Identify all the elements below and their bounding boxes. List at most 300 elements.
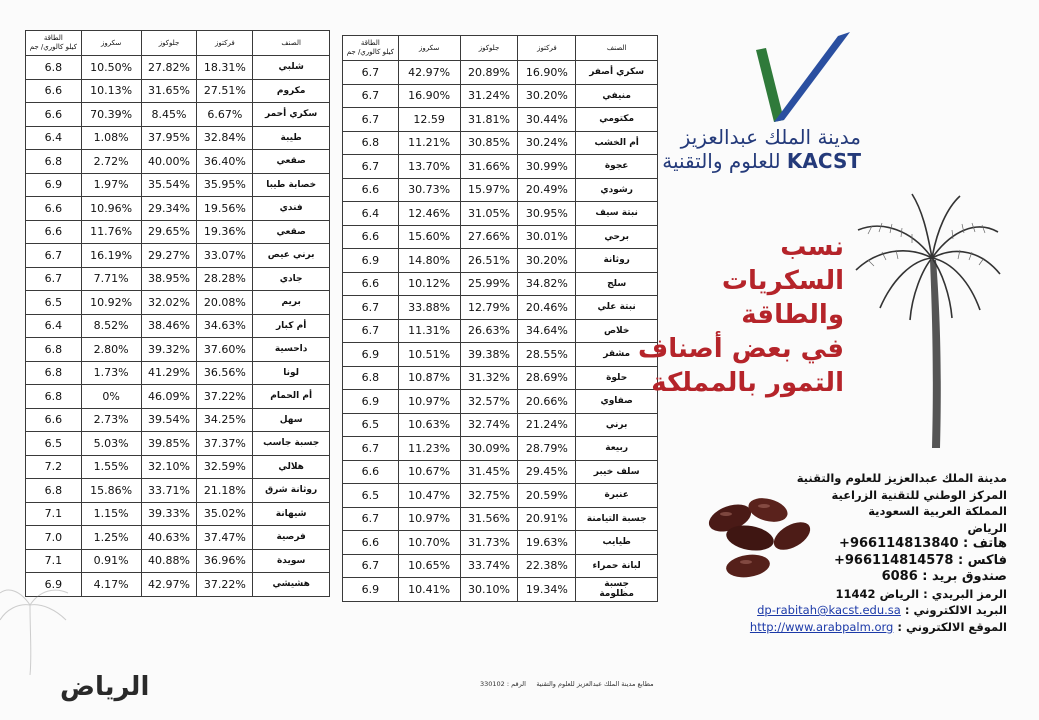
table-row xyxy=(343,61,658,85)
variety-cell: سويدة xyxy=(253,549,330,573)
table-row xyxy=(343,531,658,555)
palm-tree-icon xyxy=(852,190,1002,450)
website-link[interactable]: http://www.arabpalm.org xyxy=(749,619,894,634)
fructose-cell: 30.24% xyxy=(518,131,576,155)
sucrose-cell: 11.31% xyxy=(398,319,460,343)
energy-cell: 7.2 xyxy=(26,455,82,479)
energy-cell: 6.7 xyxy=(343,554,399,578)
sucrose-cell: 10.51% xyxy=(398,343,460,367)
table-row xyxy=(26,385,330,409)
contact-email-row xyxy=(687,602,1007,619)
variety-cell: برني عيص xyxy=(253,244,330,268)
variety-cell: داحسية xyxy=(253,338,330,362)
table-row xyxy=(26,291,330,315)
title-line3: والطاقة xyxy=(741,300,844,330)
org-name-line1: مدينة الملك عبدالعزيز xyxy=(680,125,861,149)
glucose-cell: 30.10% xyxy=(460,578,518,602)
fructose-cell: 30.20% xyxy=(518,84,576,108)
postal-label: الرمز البريدي : الرياض xyxy=(879,586,1007,601)
energy-cell: 6.8 xyxy=(26,385,82,409)
fructose-cell: 32.59% xyxy=(197,455,253,479)
variety-cell: مكتومي xyxy=(576,108,658,132)
sucrose-cell: 10.87% xyxy=(398,366,460,390)
glucose-cell: 31.56% xyxy=(460,507,518,531)
fructose-cell: 18.31% xyxy=(197,56,253,80)
sucrose-cell: 15.60% xyxy=(398,225,460,249)
fructose-cell: 27.51% xyxy=(197,79,253,103)
fructose-cell: 34.63% xyxy=(197,314,253,338)
sucrose-cell: 15.86% xyxy=(81,479,141,503)
fructose-cell: 34.82% xyxy=(518,272,576,296)
table-row xyxy=(343,578,658,602)
glucose-cell: 31.66% xyxy=(460,155,518,179)
table-row xyxy=(26,126,330,150)
glucose-cell: 32.10% xyxy=(141,455,197,479)
glucose-cell: 33.74% xyxy=(460,554,518,578)
energy-cell: 6.4 xyxy=(343,202,399,226)
sucrose-cell: 11.76% xyxy=(81,220,141,244)
fructose-cell: 21.18% xyxy=(197,479,253,503)
glucose-cell: 39.33% xyxy=(141,502,197,526)
org-acronym: KACST xyxy=(786,149,861,173)
table-row xyxy=(26,103,330,127)
table-row xyxy=(343,296,658,320)
variety-cell: خصابة طيبا xyxy=(253,173,330,197)
glucose-cell: 30.85% xyxy=(460,131,518,155)
variety-header: الصنف xyxy=(253,31,330,56)
org-name xyxy=(662,125,861,173)
table-row xyxy=(26,244,330,268)
energy-cell: 6.9 xyxy=(343,578,399,602)
variety-cell: عنبرة xyxy=(576,484,658,508)
energy-cell: 6.8 xyxy=(343,131,399,155)
energy-cell: 6.5 xyxy=(343,484,399,508)
energy-cell: 6.6 xyxy=(343,272,399,296)
variety-cell: صفاوي xyxy=(576,390,658,414)
glucose-cell: 39.85% xyxy=(141,432,197,456)
energy-cell: 6.9 xyxy=(343,390,399,414)
variety-cell: صقعي xyxy=(253,220,330,244)
variety-cell: برني xyxy=(576,413,658,437)
variety-cell: هلالي xyxy=(253,455,330,479)
fructose-cell: 32.84% xyxy=(197,126,253,150)
table-row xyxy=(343,460,658,484)
energy-cell: 6.6 xyxy=(343,460,399,484)
glucose-cell: 31.65% xyxy=(141,79,197,103)
sucrose-cell: 2.80% xyxy=(81,338,141,362)
variety-cell: روثانة xyxy=(576,249,658,273)
print-number-label: الرقم : xyxy=(506,680,526,688)
variety-cell: أم الخشب xyxy=(576,131,658,155)
fructose-cell: 20.46% xyxy=(518,296,576,320)
phone-value: +966114813840 xyxy=(839,536,959,551)
printer-name: مطابع مدينة الملك عبدالعزيز للعلوم والتقنية xyxy=(536,680,654,688)
variety-cell: أم الحمام xyxy=(253,385,330,409)
sucrose-cell: 1.73% xyxy=(81,361,141,385)
glucose-cell: 37.95% xyxy=(141,126,197,150)
phone-label: هاتف : xyxy=(963,536,1007,551)
variety-cell: شيهانة xyxy=(253,502,330,526)
fructose-cell: 20.08% xyxy=(197,291,253,315)
table-header-row xyxy=(343,36,658,61)
sucrose-cell: 10.97% xyxy=(398,507,460,531)
table-row xyxy=(26,314,330,338)
variety-cell: جسبة مظلومة xyxy=(576,578,658,602)
table-row xyxy=(343,319,658,343)
table-row xyxy=(26,220,330,244)
variety-cell: خلاص xyxy=(576,319,658,343)
fructose-cell: 33.07% xyxy=(197,244,253,268)
printer-footer xyxy=(480,680,654,688)
fructose-header: فركتوز xyxy=(518,36,576,61)
fructose-cell: 19.36% xyxy=(197,220,253,244)
glucose-cell: 40.88% xyxy=(141,549,197,573)
sucrose-cell: 1.55% xyxy=(81,455,141,479)
table-row xyxy=(26,549,330,573)
glucose-cell: 31.45% xyxy=(460,460,518,484)
contact-country: المملكة العربية السعودية xyxy=(868,504,1007,518)
fructose-cell: 19.56% xyxy=(197,197,253,221)
contact-fax-row xyxy=(687,553,1007,570)
kacst-logo-icon xyxy=(752,30,852,126)
sucrose-cell: 1.97% xyxy=(81,173,141,197)
fructose-cell: 22.38% xyxy=(518,554,576,578)
fructose-cell: 28.28% xyxy=(197,267,253,291)
energy-header: الطاقة كيلو كالوري/ جم xyxy=(26,31,82,56)
energy-cell: 6.8 xyxy=(26,56,82,80)
sucrose-cell: 11.21% xyxy=(398,131,460,155)
glucose-cell: 32.02% xyxy=(141,291,197,315)
title-line4: في بعض أصناف xyxy=(638,334,844,364)
contact-city: الرياض xyxy=(967,520,1007,535)
variety-cell: هشيشي xyxy=(253,573,330,597)
table-row xyxy=(26,56,330,80)
contact-phone-row xyxy=(687,536,1007,553)
contact-block xyxy=(687,470,1007,635)
energy-cell: 6.6 xyxy=(26,197,82,221)
table-row xyxy=(343,225,658,249)
variety-cell: صقعي xyxy=(253,150,330,174)
sucrose-cell: 2.72% xyxy=(81,150,141,174)
sucrose-cell: 10.47% xyxy=(398,484,460,508)
table-row xyxy=(26,361,330,385)
energy-cell: 6.8 xyxy=(343,366,399,390)
fructose-cell: 30.99% xyxy=(518,155,576,179)
title-line2: السكريات xyxy=(721,266,844,296)
glucose-cell: 46.09% xyxy=(141,385,197,409)
variety-cell: فرصية xyxy=(253,526,330,550)
variety-cell: أم كبار xyxy=(253,314,330,338)
variety-cell: منيفي xyxy=(576,84,658,108)
energy-cell: 6.9 xyxy=(26,573,82,597)
table-row xyxy=(343,390,658,414)
faint-palm-watermark-icon xyxy=(0,575,70,675)
sucrose-cell: 1.15% xyxy=(81,502,141,526)
sucrose-cell: 70.39% xyxy=(81,103,141,127)
table-row xyxy=(26,455,330,479)
sucrose-cell: 0% xyxy=(81,385,141,409)
sucrose-cell: 10.50% xyxy=(81,56,141,80)
glucose-cell: 42.97% xyxy=(141,573,197,597)
variety-cell: جادي xyxy=(253,267,330,291)
fructose-cell: 30.44% xyxy=(518,108,576,132)
energy-cell: 6.4 xyxy=(26,314,82,338)
glucose-cell: 32.75% xyxy=(460,484,518,508)
energy-cell: 6.7 xyxy=(343,319,399,343)
fructose-cell: 28.79% xyxy=(518,437,576,461)
glucose-cell: 31.05% xyxy=(460,202,518,226)
glucose-header: جلوكوز xyxy=(141,31,197,56)
table-row xyxy=(26,150,330,174)
glucose-cell: 31.24% xyxy=(460,84,518,108)
table-row xyxy=(343,366,658,390)
variety-cell: سكري أصفر xyxy=(576,61,658,85)
energy-cell: 7.1 xyxy=(26,549,82,573)
glucose-cell: 29.34% xyxy=(141,197,197,221)
glucose-header: جلوكوز xyxy=(460,36,518,61)
fructose-cell: 36.40% xyxy=(197,150,253,174)
sucrose-cell: 10.67% xyxy=(398,460,460,484)
table-row xyxy=(343,178,658,202)
fructose-cell: 28.55% xyxy=(518,343,576,367)
fructose-cell: 34.64% xyxy=(518,319,576,343)
fructose-cell: 30.95% xyxy=(518,202,576,226)
sucrose-cell: 14.80% xyxy=(398,249,460,273)
energy-cell: 6.8 xyxy=(26,150,82,174)
variety-cell: مكروم xyxy=(253,79,330,103)
glucose-cell: 39.32% xyxy=(141,338,197,362)
sucrose-cell: 10.97% xyxy=(398,390,460,414)
energy-cell: 6.5 xyxy=(343,413,399,437)
sucrose-cell: 10.65% xyxy=(398,554,460,578)
sucrose-cell: 12.46% xyxy=(398,202,460,226)
table-row xyxy=(343,131,658,155)
contact-pobox-row xyxy=(687,569,1007,586)
website-label: الموقع الالكتروني : xyxy=(897,619,1007,634)
sucrose-cell: 8.52% xyxy=(81,314,141,338)
org-name-line2-text: للعلوم والتقنية xyxy=(662,149,781,173)
glucose-cell: 30.09% xyxy=(460,437,518,461)
glucose-cell: 40.63% xyxy=(141,526,197,550)
fructose-cell: 37.22% xyxy=(197,385,253,409)
table-row xyxy=(26,479,330,503)
newspaper-watermark: الرياض xyxy=(60,672,150,702)
variety-cell: رشودي xyxy=(576,178,658,202)
glucose-cell: 33.71% xyxy=(141,479,197,503)
sucrose-cell: 2.73% xyxy=(81,408,141,432)
fax-value: +966114814578 xyxy=(833,552,954,568)
variety-cell: عجوة xyxy=(576,155,658,179)
table-row xyxy=(26,408,330,432)
sucrose-cell: 10.41% xyxy=(398,578,460,602)
table-row xyxy=(26,432,330,456)
variety-cell: ربيعة xyxy=(576,437,658,461)
energy-cell: 7.1 xyxy=(26,502,82,526)
table-row xyxy=(26,573,330,597)
energy-cell: 6.8 xyxy=(26,361,82,385)
variety-cell: سلج xyxy=(576,272,658,296)
energy-cell: 6.9 xyxy=(26,173,82,197)
sucrose-cell: 0.91% xyxy=(81,549,141,573)
fax-label: فاكس : xyxy=(957,552,1007,568)
energy-cell: 6.7 xyxy=(343,437,399,461)
energy-cell: 6.7 xyxy=(26,244,82,268)
glucose-cell: 38.95% xyxy=(141,267,197,291)
glucose-cell: 41.29% xyxy=(141,361,197,385)
sucrose-cell: 42.97% xyxy=(398,61,460,85)
table-row xyxy=(343,155,658,179)
glucose-cell: 27.66% xyxy=(460,225,518,249)
fructose-cell: 20.49% xyxy=(518,178,576,202)
variety-cell: جسبة جاسب xyxy=(253,432,330,456)
energy-cell: 6.7 xyxy=(26,267,82,291)
table-row xyxy=(26,173,330,197)
title-line5: التمور بالمملكة xyxy=(651,368,844,398)
sucrose-cell: 10.96% xyxy=(81,197,141,221)
postal-value: 11442 xyxy=(835,586,876,601)
table-row xyxy=(343,507,658,531)
glucose-cell: 26.51% xyxy=(460,249,518,273)
energy-cell: 6.6 xyxy=(26,103,82,127)
fructose-cell: 37.47% xyxy=(197,526,253,550)
sucrose-cell: 33.88% xyxy=(398,296,460,320)
sucrose-cell: 16.90% xyxy=(398,84,460,108)
fructose-cell: 16.90% xyxy=(518,61,576,85)
sucrose-cell: 11.23% xyxy=(398,437,460,461)
fructose-cell: 35.95% xyxy=(197,173,253,197)
variety-cell: برحي xyxy=(576,225,658,249)
table-row xyxy=(343,272,658,296)
dates-table-left xyxy=(25,30,330,597)
table-row xyxy=(343,484,658,508)
energy-cell: 6.6 xyxy=(343,531,399,555)
sucrose-header: سكروز xyxy=(398,36,460,61)
variety-cell: نبتة علي xyxy=(576,296,658,320)
glucose-cell: 31.32% xyxy=(460,366,518,390)
variety-cell: لبانة حمراء xyxy=(576,554,658,578)
variety-cell: حلوة xyxy=(576,366,658,390)
energy-cell: 7.0 xyxy=(26,526,82,550)
fructose-cell: 30.20% xyxy=(518,249,576,273)
fructose-cell: 34.25% xyxy=(197,408,253,432)
fructose-cell: 20.59% xyxy=(518,484,576,508)
org-name-line2 xyxy=(662,149,861,173)
fructose-cell: 36.96% xyxy=(197,549,253,573)
variety-cell: طيايب xyxy=(576,531,658,555)
glucose-cell: 20.89% xyxy=(460,61,518,85)
sucrose-cell: 10.63% xyxy=(398,413,460,437)
energy-cell: 6.7 xyxy=(343,61,399,85)
pobox-value: 6086 xyxy=(881,569,918,584)
fructose-cell: 29.45% xyxy=(518,460,576,484)
sucrose-cell: 4.17% xyxy=(81,573,141,597)
sucrose-cell: 5.03% xyxy=(81,432,141,456)
energy-cell: 6.6 xyxy=(26,220,82,244)
energy-cell: 6.7 xyxy=(343,155,399,179)
leaflet-title xyxy=(624,230,844,400)
variety-cell: مشقر xyxy=(576,343,658,367)
energy-cell: 6.4 xyxy=(26,126,82,150)
email-link[interactable]: dp-rabitah@kacst.edu.sa xyxy=(757,603,901,617)
energy-cell: 6.6 xyxy=(26,408,82,432)
energy-header: الطاقة كيلو كالوري/ جم xyxy=(343,36,399,61)
glucose-cell: 15.97% xyxy=(460,178,518,202)
energy-cell: 6.8 xyxy=(26,338,82,362)
glucose-cell: 26.63% xyxy=(460,319,518,343)
glucose-cell: 31.73% xyxy=(460,531,518,555)
table-row xyxy=(343,249,658,273)
glucose-cell: 39.54% xyxy=(141,408,197,432)
variety-cell: سلف خيبر xyxy=(576,460,658,484)
sucrose-cell: 10.12% xyxy=(398,272,460,296)
energy-cell: 6.8 xyxy=(26,479,82,503)
table-row xyxy=(343,343,658,367)
fructose-cell: 37.37% xyxy=(197,432,253,456)
glucose-cell: 40.00% xyxy=(141,150,197,174)
fructose-cell: 28.69% xyxy=(518,366,576,390)
sucrose-header: سكروز xyxy=(81,31,141,56)
fructose-cell: 30.01% xyxy=(518,225,576,249)
fructose-cell: 37.22% xyxy=(197,573,253,597)
energy-cell: 6.7 xyxy=(343,507,399,531)
fructose-cell: 6.67% xyxy=(197,103,253,127)
glucose-cell: 27.82% xyxy=(141,56,197,80)
table-header-row xyxy=(26,31,330,56)
title-line1: نسب xyxy=(780,232,844,262)
table-row xyxy=(343,84,658,108)
variety-cell: بريم xyxy=(253,291,330,315)
energy-cell: 6.9 xyxy=(343,249,399,273)
table-row xyxy=(26,526,330,550)
energy-cell: 6.5 xyxy=(26,432,82,456)
glucose-cell: 32.57% xyxy=(460,390,518,414)
energy-cell: 6.9 xyxy=(343,343,399,367)
glucose-cell: 12.79% xyxy=(460,296,518,320)
sucrose-cell: 1.25% xyxy=(81,526,141,550)
table-row xyxy=(343,202,658,226)
fructose-cell: 37.60% xyxy=(197,338,253,362)
table-body-left xyxy=(26,56,330,597)
sucrose-cell: 10.70% xyxy=(398,531,460,555)
variety-cell: فندي xyxy=(253,197,330,221)
variety-cell: سكري أحمر xyxy=(253,103,330,127)
energy-cell: 6.7 xyxy=(343,296,399,320)
table-body-right xyxy=(343,61,658,602)
table-row xyxy=(343,413,658,437)
energy-cell: 6.6 xyxy=(26,79,82,103)
sucrose-cell: 13.70% xyxy=(398,155,460,179)
energy-cell: 6.6 xyxy=(343,178,399,202)
variety-cell: روثانة شرق xyxy=(253,479,330,503)
fructose-cell: 36.56% xyxy=(197,361,253,385)
table-row xyxy=(26,338,330,362)
glucose-cell: 35.54% xyxy=(141,173,197,197)
fructose-cell: 35.02% xyxy=(197,502,253,526)
energy-cell: 6.7 xyxy=(343,84,399,108)
fructose-cell: 21.24% xyxy=(518,413,576,437)
print-number: 330102 xyxy=(480,680,505,688)
variety-cell: لونا xyxy=(253,361,330,385)
table-row xyxy=(26,79,330,103)
glucose-cell: 39.38% xyxy=(460,343,518,367)
sucrose-cell: 10.92% xyxy=(81,291,141,315)
energy-cell: 6.6 xyxy=(343,225,399,249)
glucose-cell: 29.65% xyxy=(141,220,197,244)
variety-cell: طيبة xyxy=(253,126,330,150)
table-row xyxy=(26,197,330,221)
energy-cell: 6.7 xyxy=(343,108,399,132)
fructose-cell: 20.66% xyxy=(518,390,576,414)
